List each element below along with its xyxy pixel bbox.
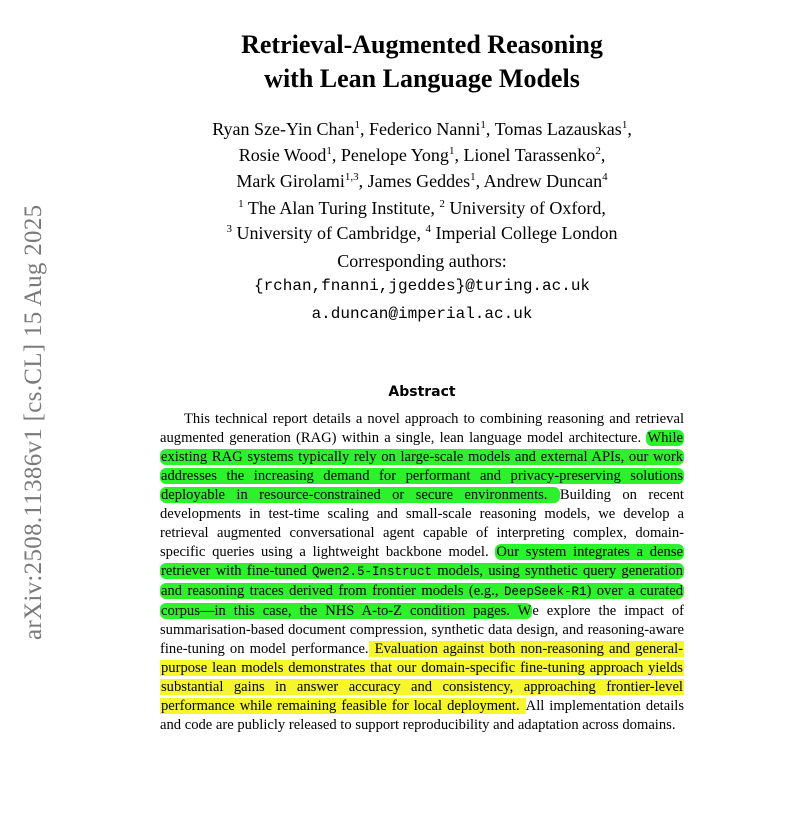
arxiv-identifier-stamp: arXiv:2508.11386v1 [cs.CL] 15 Aug 2025	[20, 204, 47, 640]
model-name-qwen: Qwen2.5-Instruct	[311, 565, 432, 579]
corresponding-label: Corresponding authors:	[337, 251, 507, 271]
author: Tomas Lazauskas$^1$,	[494, 119, 632, 139]
title-line-1: Retrieval-Augmented Reasoning	[241, 30, 603, 59]
paper-first-page	[160, 28, 684, 735]
abstract-heading: Abstract	[388, 384, 456, 400]
green-highlight: While existing RAG systems typically rely on large-scale models and external APIs, our work addresses the increasing demand for performant and privacy-preserving solutions deployable in resource-constrained or secure environments.	[161, 430, 683, 503]
abstract-sentence: This technical report details a novel approach to combining reasoning and retrieval augmented generation (RAG) within a single, lean language model architecture.	[160, 411, 684, 446]
author: Penelope Yong$^1$,	[340, 145, 464, 165]
author: Federico Nanni$^1$,	[368, 119, 495, 139]
affiliation: $^4$ Imperial College London	[425, 223, 618, 243]
affiliation: $^1$ The Alan Turing Institute,	[238, 198, 440, 218]
abstract-sentence: e explore the impact of summarisation-based document compression, synthetic data design, and reasoning-aware fine-tuning on model performance.	[160, 603, 684, 657]
author: Mark Girolami$^{1,3}$,	[236, 171, 368, 191]
author: Ryan Sze-Yin Chan$^1$,	[212, 119, 369, 139]
author-list	[160, 116, 684, 194]
model-name-deepseek: DeepSeek-R1	[503, 585, 587, 599]
author: Rosie Wood$^1$,	[238, 145, 341, 165]
corresponding-authors	[160, 248, 684, 326]
yellow-highlight: Evaluation against both non-reasoning and general-purpose lean models demonstrates that our domain-specific fine-tuning approach yields substantial gains in answer accuracy and consistency, approaching frontier-level performance while remaining feasible for local deployment.	[161, 641, 683, 714]
abstract-text	[160, 410, 684, 735]
affiliation: $^2$ University of Oxford,	[439, 198, 606, 218]
green-highlight: Our system integrates a dense retriever with fine-tuned Qwen2.5-Instruct models, using synthetic query generation and reasoning traces derived from frontier models (e.g., DeepSeek-R1) over a curated corpus—in this case, the NHS A-to-Z condition pages. W	[161, 544, 684, 619]
email-turing[interactable]: {rchan,fnanni,jgeddes}@turing.ac.uk	[253, 277, 591, 295]
affiliation: $^3$ University of Cambridge,	[226, 223, 426, 243]
author: Andrew Duncan$^4$	[483, 171, 608, 191]
title-line-2: with Lean Language Models	[264, 64, 580, 93]
affiliation-list	[160, 196, 684, 246]
abstract-sentence: All implementation details and code are publicly released to support reproducibility and adaptation across domains.	[160, 698, 685, 733]
paper-title	[160, 28, 684, 96]
author: Lionel Tarassenko$^2$,	[463, 145, 606, 165]
abstract-sentence: Building on recent developments in test-time scaling and small-scale reasoning models, we develop a retrieval augmented conversational agent capable of interpreting complex, domain-specific queries using a lightweight backbone model.	[160, 487, 684, 560]
email-imperial[interactable]: a.duncan@imperial.ac.uk	[311, 305, 533, 323]
author: James Geddes$^1$,	[367, 171, 484, 191]
